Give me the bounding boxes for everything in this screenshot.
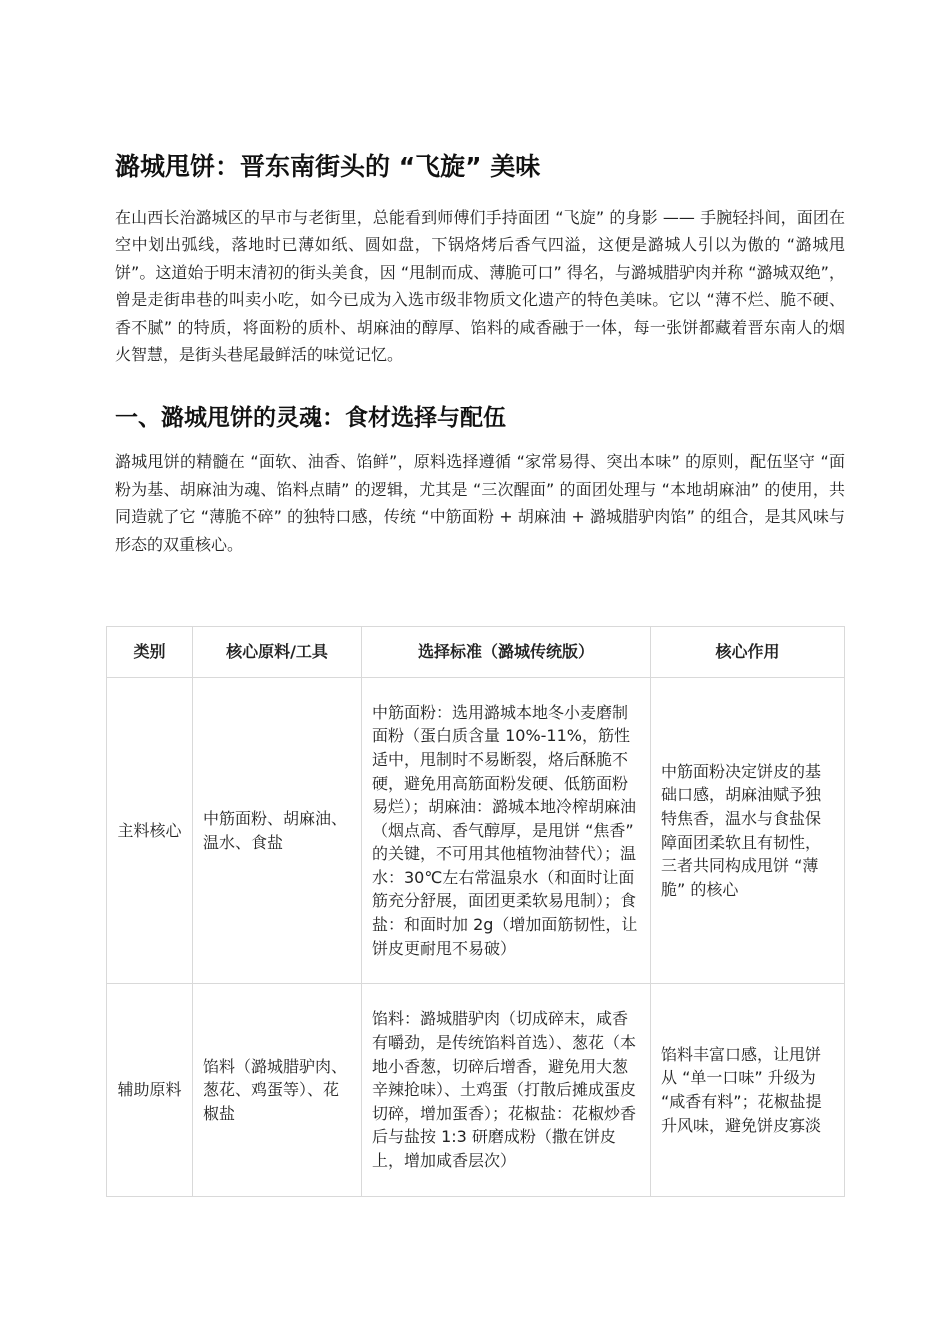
cell-standard: 中筋面粉：选用潞城本地冬小麦磨制面粉（蛋白质含量 10%-11%，筋性适中，甩制时不易断裂，烙后酥脆不硬，避免用高筋面粉发硬、低筋面粉易烂）；胡麻油：潞城本地冷榨胡麻油（烟点高、香气醇厚，是甩饼 “焦香” 的关键，不可用其他植物油替代）；温水：30℃左右常温泉水（和面时让面筋充分舒展，面团更柔软易甩制）；食盐：和面时加 2g（增加面筋韧性，让饼皮更耐甩不易破） [362, 678, 651, 984]
section-paragraph: 潞城甩饼的精髓在 “面软、油香、馅鲜”，原料选择遵循 “家常易得、突出本味” 的原则，配伍坚守 “面粉为基、胡麻油为魂、馅料点睛” 的逻辑，尤其是 “三次醒面” 的面团处理与 “本地胡麻油” 的使用，共同造就了它 “薄脆不碎” 的独特口感，传统 “中筋面粉 + 胡麻油 + 潞城腊驴肉馅” 的组合，是其风味与形态的双重核心。 [115, 452, 845, 554]
cell-materials: 中筋面粉、胡麻油、温水、食盐 [193, 678, 362, 984]
header-role: 核心作用 [651, 627, 845, 678]
header-category: 类别 [107, 627, 193, 678]
cell-role: 馅料丰富口感，让甩饼从 “单一口味” 升级为 “咸香有料”；花椒盐提升风味，避免饼皮寡淡 [651, 984, 845, 1197]
table-header-row [107, 627, 845, 678]
header-materials: 核心原料/工具 [193, 627, 362, 678]
cell-category: 辅助原料 [107, 984, 193, 1197]
cell-role: 中筋面粉决定饼皮的基础口感，胡麻油赋予独特焦香，温水与食盐保障面团柔软且有韧性，三者共同构成甩饼 “薄脆” 的核心 [651, 678, 845, 984]
table-row [107, 984, 845, 1197]
section-heading: 一、潞城甩饼的灵魂：食材选择与配伍 [115, 405, 506, 432]
header-standard: 选择标准（潞城传统版） [362, 627, 651, 678]
ingredients-table [106, 626, 845, 1197]
document-body [115, 150, 845, 558]
intro-paragraph: 在山西长治潞城区的早市与老街里，总能看到师傅们手持面团 “飞旋” 的身影 —— 手腕轻抖间，面团在空中划出弧线，落地时已薄如纸、圆如盘，下锅烙烤后香气四溢，这便是潞城人引以为傲的 “潞城甩饼”。这道始于明末清初的街头美食，因 “甩制而成、薄脆可口” 得名，与潞城腊驴肉并称 “潞城双绝”，曾是走街串巷的叫卖小吃，如今已成为入选市级非物质文化遗产的特色美味。它以 “薄不烂、脆不硬、香不腻” 的特质，将面粉的质朴、胡麻油的醇厚、馅料的咸香融于一体，每一张饼都藏着晋东南人的烟火智慧，是街头巷尾最鲜活的味觉记忆。 [115, 208, 845, 365]
table-row [107, 678, 845, 984]
cell-materials: 馅料（潞城腊驴肉、葱花、鸡蛋等）、花椒盐 [193, 984, 362, 1197]
page-title: 潞城甩饼：晋东南街头的 “飞旋” 美味 [115, 152, 541, 181]
cell-standard: 馅料：潞城腊驴肉（切成碎末，咸香有嚼劲，是传统馅料首选）、葱花（本地小香葱，切碎后增香，避免用大葱辛辣抢味）、土鸡蛋（打散后摊成蛋皮切碎，增加蛋香）；花椒盐：花椒炒香后与盐按 1:3 研磨成粉（撒在饼皮上，增加咸香层次） [362, 984, 651, 1197]
cell-category: 主料核心 [107, 678, 193, 984]
